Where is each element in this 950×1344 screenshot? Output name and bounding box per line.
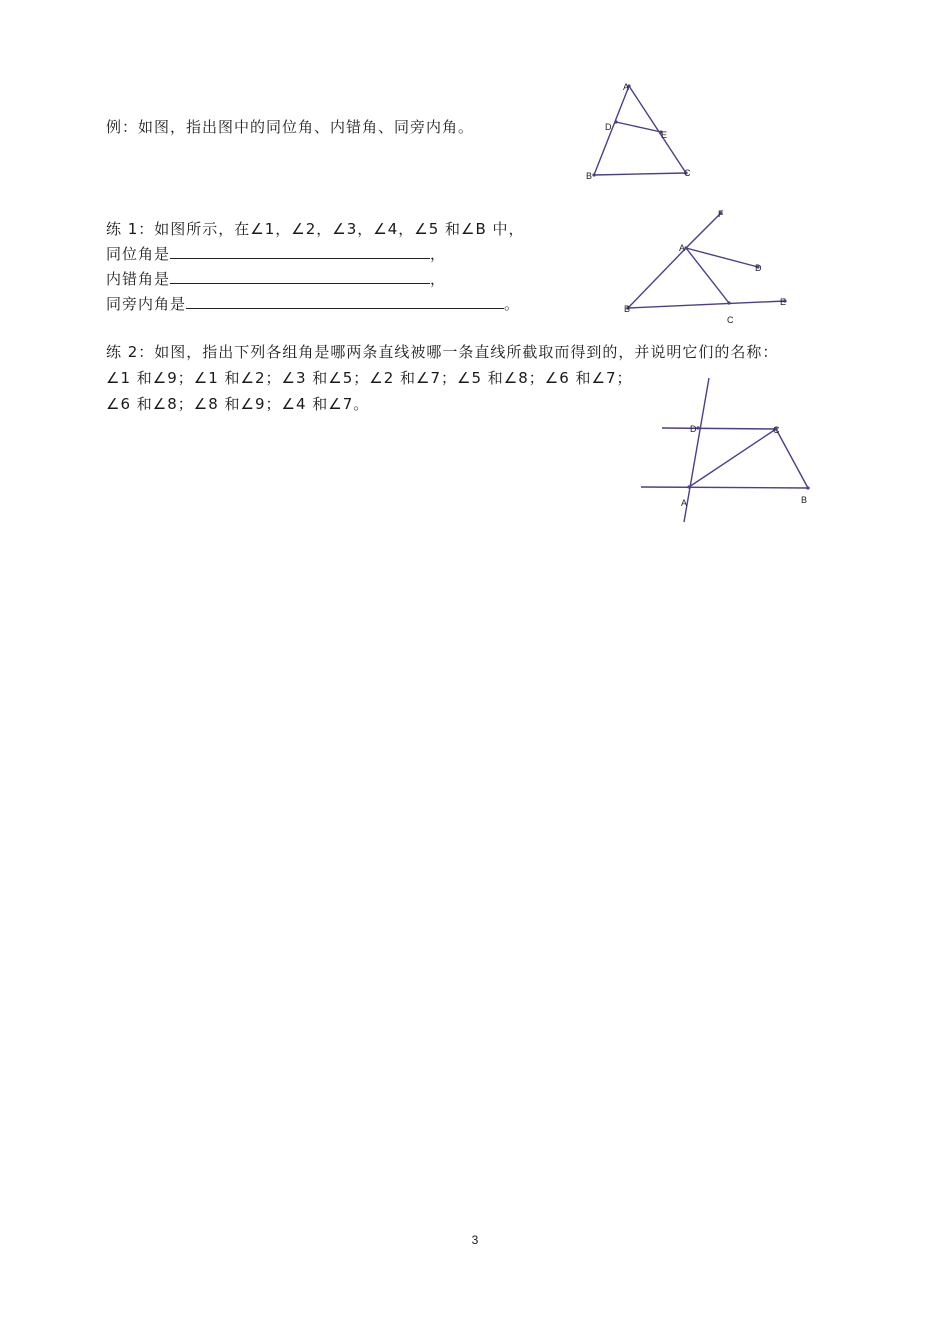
ray-af (686, 213, 721, 248)
example-triangle-figure (580, 78, 700, 192)
label-d: D (755, 263, 762, 273)
label-c: C (684, 168, 691, 178)
segment-ab (594, 86, 629, 175)
interior-end: 。 (504, 295, 521, 313)
segment-cb (776, 429, 808, 488)
label-f: F (718, 209, 724, 219)
label-b: B (624, 304, 631, 314)
label-d: D (605, 122, 612, 132)
segment-ab (628, 248, 686, 308)
label-c: C (727, 315, 734, 325)
segment-ac (689, 429, 776, 487)
line-through-d-c (662, 428, 776, 429)
line-through-a-b (641, 487, 808, 488)
corresponding-answer-blank[interactable] (170, 244, 430, 259)
exercise2-figure (636, 372, 836, 536)
corresponding-label: 同位角是 (106, 245, 171, 263)
segment-ad (686, 248, 758, 267)
example-text: 例：如图，指出图中的同位角、内错角、同旁内角。 (106, 118, 475, 136)
label-a: A (679, 243, 686, 253)
segment-ac (629, 86, 686, 173)
label-e: E (661, 130, 668, 140)
label-a: A (681, 498, 688, 508)
line-be (628, 301, 785, 308)
interior-answer-blank[interactable] (186, 294, 504, 309)
label-e: E (780, 297, 787, 307)
alternate-end: ， (430, 270, 447, 288)
alternate-answer-blank[interactable] (170, 269, 430, 284)
exercise1-intro: 练 1：如图所示，在∠1，∠2，∠3，∠4，∠5 和∠B 中， (106, 220, 525, 238)
exercise1-corresponding-row (106, 243, 446, 265)
segment-ac (686, 248, 729, 303)
transversal-line (684, 378, 709, 522)
corresponding-end: ， (430, 245, 447, 263)
label-b: B (801, 495, 808, 505)
segment-bc (594, 173, 686, 175)
page-number: 3 (471, 1233, 479, 1247)
exercise2-line2: ∠1 和∠9；∠1 和∠2；∠3 和∠5；∠2 和∠7；∠5 和∠8；∠6 和∠7； (106, 369, 633, 387)
exercise1-figure (618, 205, 798, 334)
label-c: C (773, 425, 780, 435)
label-a: A (623, 82, 630, 92)
alternate-label: 内错角是 (106, 270, 171, 288)
label-d: D (690, 424, 697, 434)
exercise2-line3: ∠6 和∠8；∠8 和∠9；∠4 和∠7。 (106, 395, 370, 413)
exercise1-alternate-row (106, 268, 446, 290)
label-b: B (586, 171, 593, 181)
interior-label: 同旁内角是 (106, 295, 187, 313)
exercise2-line1: 练 2：如图，指出下列各组角是哪两条直线被哪一条直线所截取而得到的，并说明它们的名称： (106, 343, 779, 361)
exercise1-interior-row (106, 293, 520, 315)
